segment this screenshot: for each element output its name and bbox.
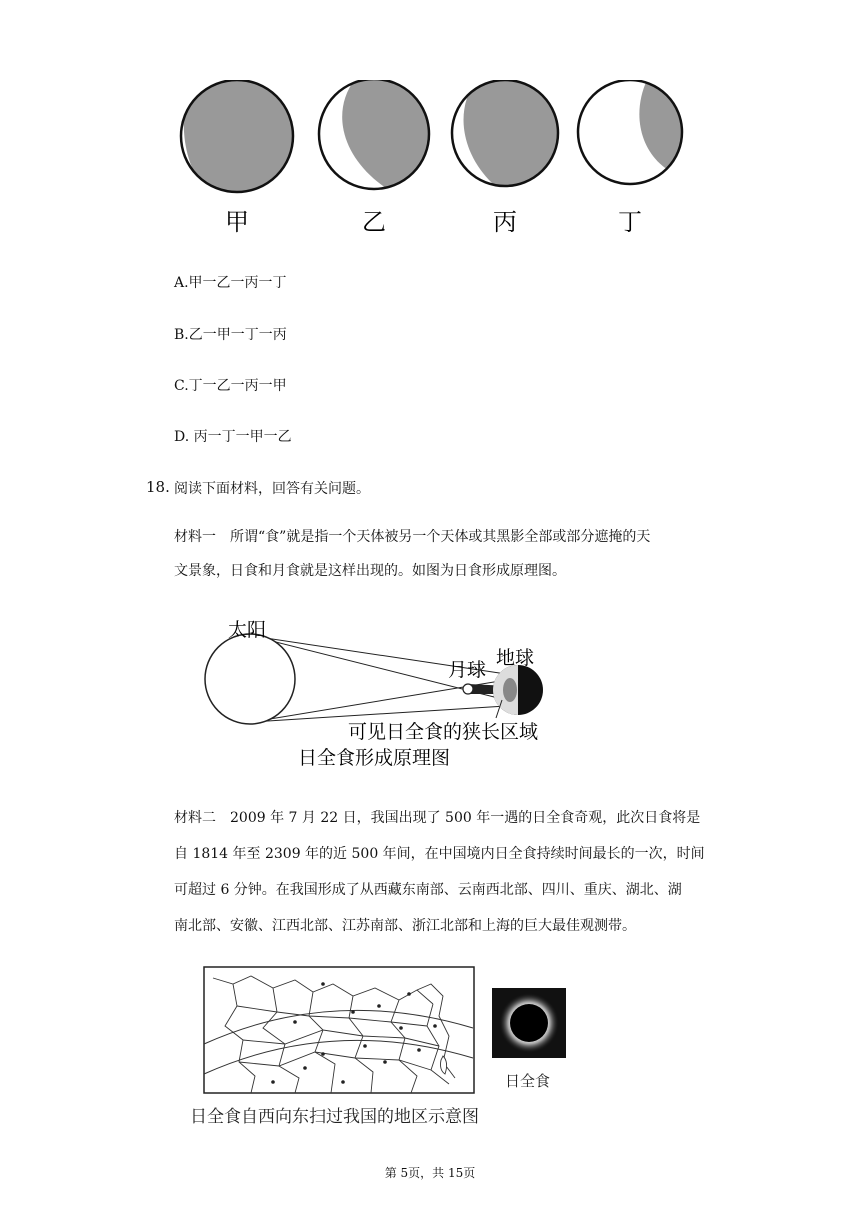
china-path-map [203,966,475,1094]
phase-ding-icon [578,80,690,184]
material1-text [174,520,734,588]
phase-label-yi: 乙 [362,208,386,236]
map-caption: 日全食自西向东扫过我国的地区示意图 [190,1107,479,1127]
total-eclipse-photo [492,988,566,1058]
material2-line1: 材料二 2009 年 7 月 22 日，我国出现了 500 年一遇的日全食奇观，此次日食将是 [174,810,701,826]
material2-text [174,800,734,944]
material1-line1: 材料一 所谓“食”就是指一个天体被另一个天体或其黑影全部或部分遮掩的天 [174,529,651,545]
phase-yi-icon [319,80,440,192]
eclipse-diagram [200,612,580,772]
option-d[interactable]: D. 丙一丁一甲一乙 [174,429,292,445]
material1-line2: 文景象，日食和月食就是这样出现的。如图为日食形成原理图。 [174,563,566,579]
phase-bing-icon [452,80,570,190]
option-a[interactable]: A.甲一乙一丙一丁 [174,275,287,291]
phase-label-bing: 丙 [493,208,517,236]
page-footer: 第 5页，共 15页 [384,1166,476,1180]
earth-label: 地球 [496,647,535,669]
moon-label: 月球 [448,659,487,681]
option-b[interactable]: B.乙一甲一丁一丙 [174,327,287,343]
moon-phases-figure [170,80,690,240]
sun-icon [205,634,295,724]
material2-line4: 南北部、安徽、江西北部、江苏南部、浙江北部和上海的巨大最佳观测带。 [174,918,636,934]
earth-icon [493,665,543,715]
eclipse-caption: 日全食形成原理图 [298,747,451,769]
eclipse-photo-caption: 日全食 [505,1072,551,1090]
sun-label: 太阳 [228,619,267,641]
moon-icon [463,684,473,694]
phase-label-jia: 甲 [225,208,249,236]
question-number: 18. [146,478,170,496]
material2-line2: 自 1814 年至 2309 年的近 500 年间，在中国境内日全食持续时间最长的一次，时间 [174,846,705,862]
phase-jia-icon [181,80,300,195]
question-stem: 阅读下面材料，回答有关问题。 [174,481,370,497]
material2-line3: 可超过 6 分钟。在我国形成了从西藏东南部、云南西北部、四川、重庆、湖北、湖 [174,882,682,898]
region-label: 可见日全食的狭长区域 [348,721,539,743]
option-c[interactable]: C.丁一乙一丙一甲 [174,378,287,394]
phase-label-ding: 丁 [618,208,642,236]
